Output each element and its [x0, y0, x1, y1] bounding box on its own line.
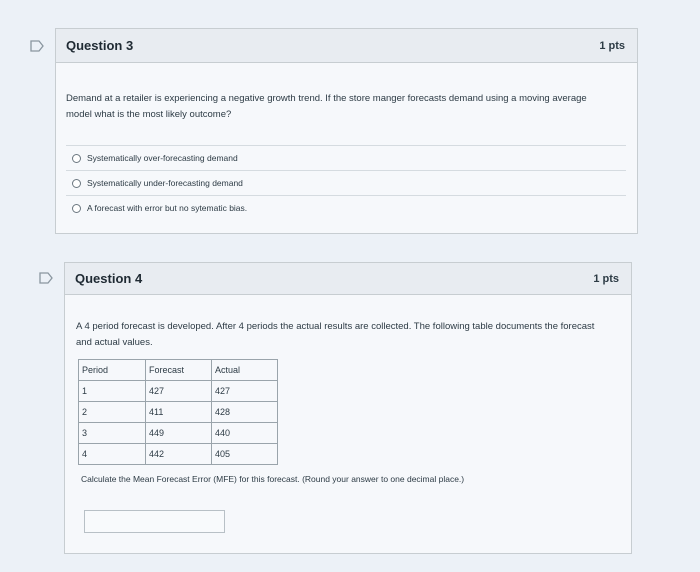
- table-row: [79, 423, 278, 444]
- answer-label: Systematically under-forecasting demand: [87, 178, 243, 188]
- table-header-cell: Period: [79, 360, 146, 381]
- table-row: [79, 444, 278, 465]
- answer-option-1[interactable]: [66, 145, 626, 170]
- question-text: A 4 period forecast is developed. After 4 periods the actual results are collected. The following table documents the forecast and actual values.: [76, 321, 595, 348]
- table-cell: 1: [79, 381, 146, 402]
- table-cell: 440: [212, 423, 278, 444]
- table-header-cell: Actual: [212, 360, 278, 381]
- question-title: Question 4: [75, 271, 143, 286]
- question-3-panel: [55, 28, 638, 234]
- answer-option-2[interactable]: [66, 170, 626, 195]
- table-cell: 3: [79, 423, 146, 444]
- radio-button[interactable]: [72, 204, 81, 213]
- question-text: Demand at a retailer is experiencing a negative growth trend. If the store manger forecasts demand using a moving average model what is the most likely outcome?: [66, 93, 587, 120]
- question-4-panel: [64, 262, 632, 554]
- question-3-header: [56, 29, 637, 63]
- table-cell: 411: [146, 402, 212, 423]
- question-points: 1 pts: [593, 272, 619, 285]
- answer-option-3[interactable]: [66, 195, 626, 220]
- table-cell: 4: [79, 444, 146, 465]
- flag-question-icon[interactable]: [30, 40, 44, 52]
- table-row: [79, 402, 278, 423]
- table-cell: 427: [212, 381, 278, 402]
- table-cell: 442: [146, 444, 212, 465]
- table-header-row: [79, 360, 278, 381]
- forecast-table: [78, 359, 278, 465]
- question-points: 1 pts: [599, 39, 625, 52]
- radio-button[interactable]: [72, 154, 81, 163]
- table-cell: 2: [79, 402, 146, 423]
- table-header-cell: Forecast: [146, 360, 212, 381]
- radio-button[interactable]: [72, 179, 81, 188]
- answer-input[interactable]: [84, 510, 225, 533]
- table-row: [79, 381, 278, 402]
- calculation-prompt: Calculate the Mean Forecast Error (MFE) for this forecast. (Round your answer to one decimal place.): [81, 474, 465, 484]
- answer-list: [66, 145, 626, 220]
- table-cell: 428: [212, 402, 278, 423]
- question-4-header: [65, 263, 631, 295]
- flag-question-icon[interactable]: [39, 272, 53, 284]
- answer-label: A forecast with error but no sytematic bias.: [87, 203, 248, 213]
- table-cell: 427: [146, 381, 212, 402]
- question-title: Question 3: [66, 38, 134, 53]
- answer-label: Systematically over-forecasting demand: [87, 153, 238, 163]
- table-cell: 405: [212, 444, 278, 465]
- table-cell: 449: [146, 423, 212, 444]
